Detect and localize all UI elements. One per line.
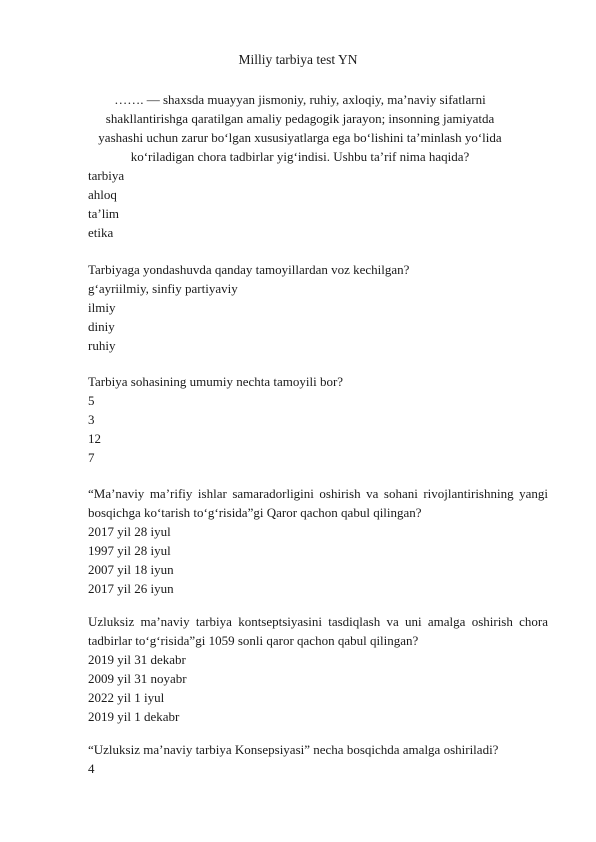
option: 2017 yil 28 iyul — [88, 524, 171, 539]
question-5 — [88, 612, 548, 726]
question-1-options — [88, 166, 548, 242]
question-2 — [88, 260, 548, 355]
option: ahloq — [88, 187, 117, 202]
option: 2019 yil 31 dekabr — [88, 652, 186, 667]
question-6-text: “Uzluksiz ma’naviy tarbiya Konsepsiyasi” necha bosqichda amalga oshiriladi? — [88, 742, 499, 757]
option: diniy — [88, 319, 115, 334]
question-4 — [88, 484, 548, 598]
option: etika — [88, 225, 114, 240]
option: g‘ayriilmiy, sinfiy partiyaviy — [88, 281, 238, 296]
option: 2007 yil 18 iyun — [88, 562, 174, 577]
option: 5 — [88, 393, 95, 408]
option: ta’lim — [88, 206, 120, 221]
question-1-text: ……. — shaxsda muayyan jismoniy, ruhiy, axloqiy, ma’naviy sifatlarni shakllantirishga qaratilgan amaliy pedagogik jarayon; insonning jamiyatda yashashi uchun zarur bo‘lgan xususiyatlarga ega bo‘lishini ta’minlash yo‘lida ko‘riladigan chora tadbirlar yig‘indisi. Ushbu ta’rif nima haqida? — [98, 92, 502, 164]
option: 2022 yil 1 iyul — [88, 690, 165, 705]
option: 4 — [88, 761, 95, 776]
option: 2009 yil 31 noyabr — [88, 671, 187, 686]
option: ruhiy — [88, 338, 116, 353]
document-title: Milliy tarbiya test YN — [238, 52, 358, 67]
option: 2017 yil 26 iyun — [88, 581, 174, 596]
option: 7 — [88, 450, 95, 465]
question-3 — [88, 372, 548, 467]
option: 3 — [88, 412, 95, 427]
question-2-text: Tarbiyaga yondashuvda qanday tamoyillardan voz kechilgan? — [88, 262, 410, 277]
option: tarbiya — [88, 168, 125, 183]
question-3-text: Tarbiya sohasining umumiy nechta tamoyili bor? — [88, 374, 344, 389]
question-6 — [88, 740, 548, 778]
option: 12 — [88, 431, 101, 446]
option: 2019 yil 1 dekabr — [88, 709, 180, 724]
question-4-text: “Ma’naviy ma’rifiy ishlar samaradorligini oshirish va sohani rivojlantirishning yangi bosqichga ko‘tarish to‘g‘risida”gi Qaror qachon qabul qilingan? — [88, 486, 548, 520]
question-5-text: Uzluksiz ma’naviy tarbiya kontseptsiyasini tasdiqlash va uni amalga oshirish chora tadbirlar to‘g‘risida”gi 1059 sonli qaror qachon qabul qilingan? — [88, 614, 548, 648]
option: ilmiy — [88, 300, 116, 315]
option: 1997 yil 28 iyul — [88, 543, 171, 558]
